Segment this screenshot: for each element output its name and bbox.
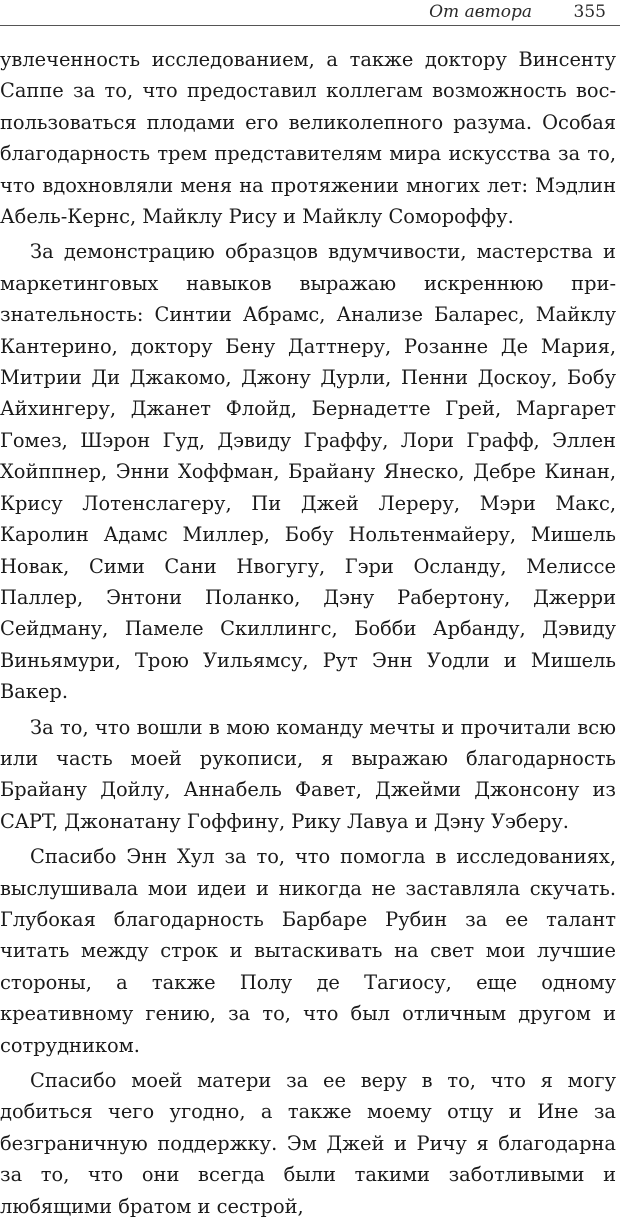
page-number: 355 xyxy=(573,2,606,22)
paragraph: За то, что вошли в мою команду мечты и прочитали всю или часть моей рукописи, я выражаю благодарность Брайану Дойлу, Аннабель Фавет, Джейми Джонсону из CAPT, Джонатану Гоффину, Рику Лавуа и Дэну Уэберу. xyxy=(0,715,616,833)
running-header xyxy=(0,0,620,26)
paragraph-continued: увлеченность исследованием, а также доктору Винсенту Саппе за то, что предоставил коллегам возможность воспользоваться плодами его великолепного разума. Особая благодарность трем представителям мира искусства за то, что вдохновляли меня на протяжении многих лет: Мэдлин Абель-Кернс, Майклу Рису и Майклу Сомороффу. xyxy=(0,48,616,229)
paragraph: Спасибо моей матери за ее веру в то, что я могу добиться чего угодно, а также моему отцу и Ине за безграничную поддержку. Эм Джей и Ричу я благодарна за то, что они всегда были такими заботливыми и любящими братом и сестрой, xyxy=(0,1069,616,1218)
body-text xyxy=(0,44,616,1226)
paragraph: Спасибо Энн Хул за то, что помогла в исследованиях, выслушивала мои идеи и никогда не заставляла скучать. Глубокая благодарность Барбаре Рубин за ее талант читать между строк и вытаскивать на свет мои лучшие стороны, а также Полу де Тагиосу, еще одному креативному гению, за то, что был отличным другом и сотрудником. xyxy=(0,845,616,1057)
header-divider xyxy=(0,25,620,26)
paragraph: За демонстрацию образцов вдумчивости, мастерства и маркетинговых навыков выражаю искреннюю признательность: Синтии Абрамс, Анализе Баларес, Майклу Кантерино, доктору Бену Даттнеру, Розанне Де Мария, Митрии Ди Джакомо, Джону Дурли, Пенни Доскоу, Бобу Айхингеру, Джанет Флойд, Бернадетте Грей, Маргарет Гомез, Шэрон Гуд, Дэвиду Граффу, Лори Графф, Эллен Хойппнер, Энни Хоффман, Брайану Янеско, Дебре Кинан, Крису Лотенслагеру, Пи Джей Лереру, Мэри Макс, Каролин Адамс Миллер, Бобу Нольтенмайеру, Мишель Новак, Сими Сани Нвогугу, Гэри Осланду, Мелиссе Паллер, Энтони Поланко, Дэну Рабертону, Джерри Сейдману, Памеле Скиллингс, Бобби Арбанду, Дэвиду Виньямури, Трою Уильямсу, Рут Энн Уодли и Мишель Вакер. xyxy=(0,240,616,704)
running-header-title: От автора xyxy=(429,2,532,22)
